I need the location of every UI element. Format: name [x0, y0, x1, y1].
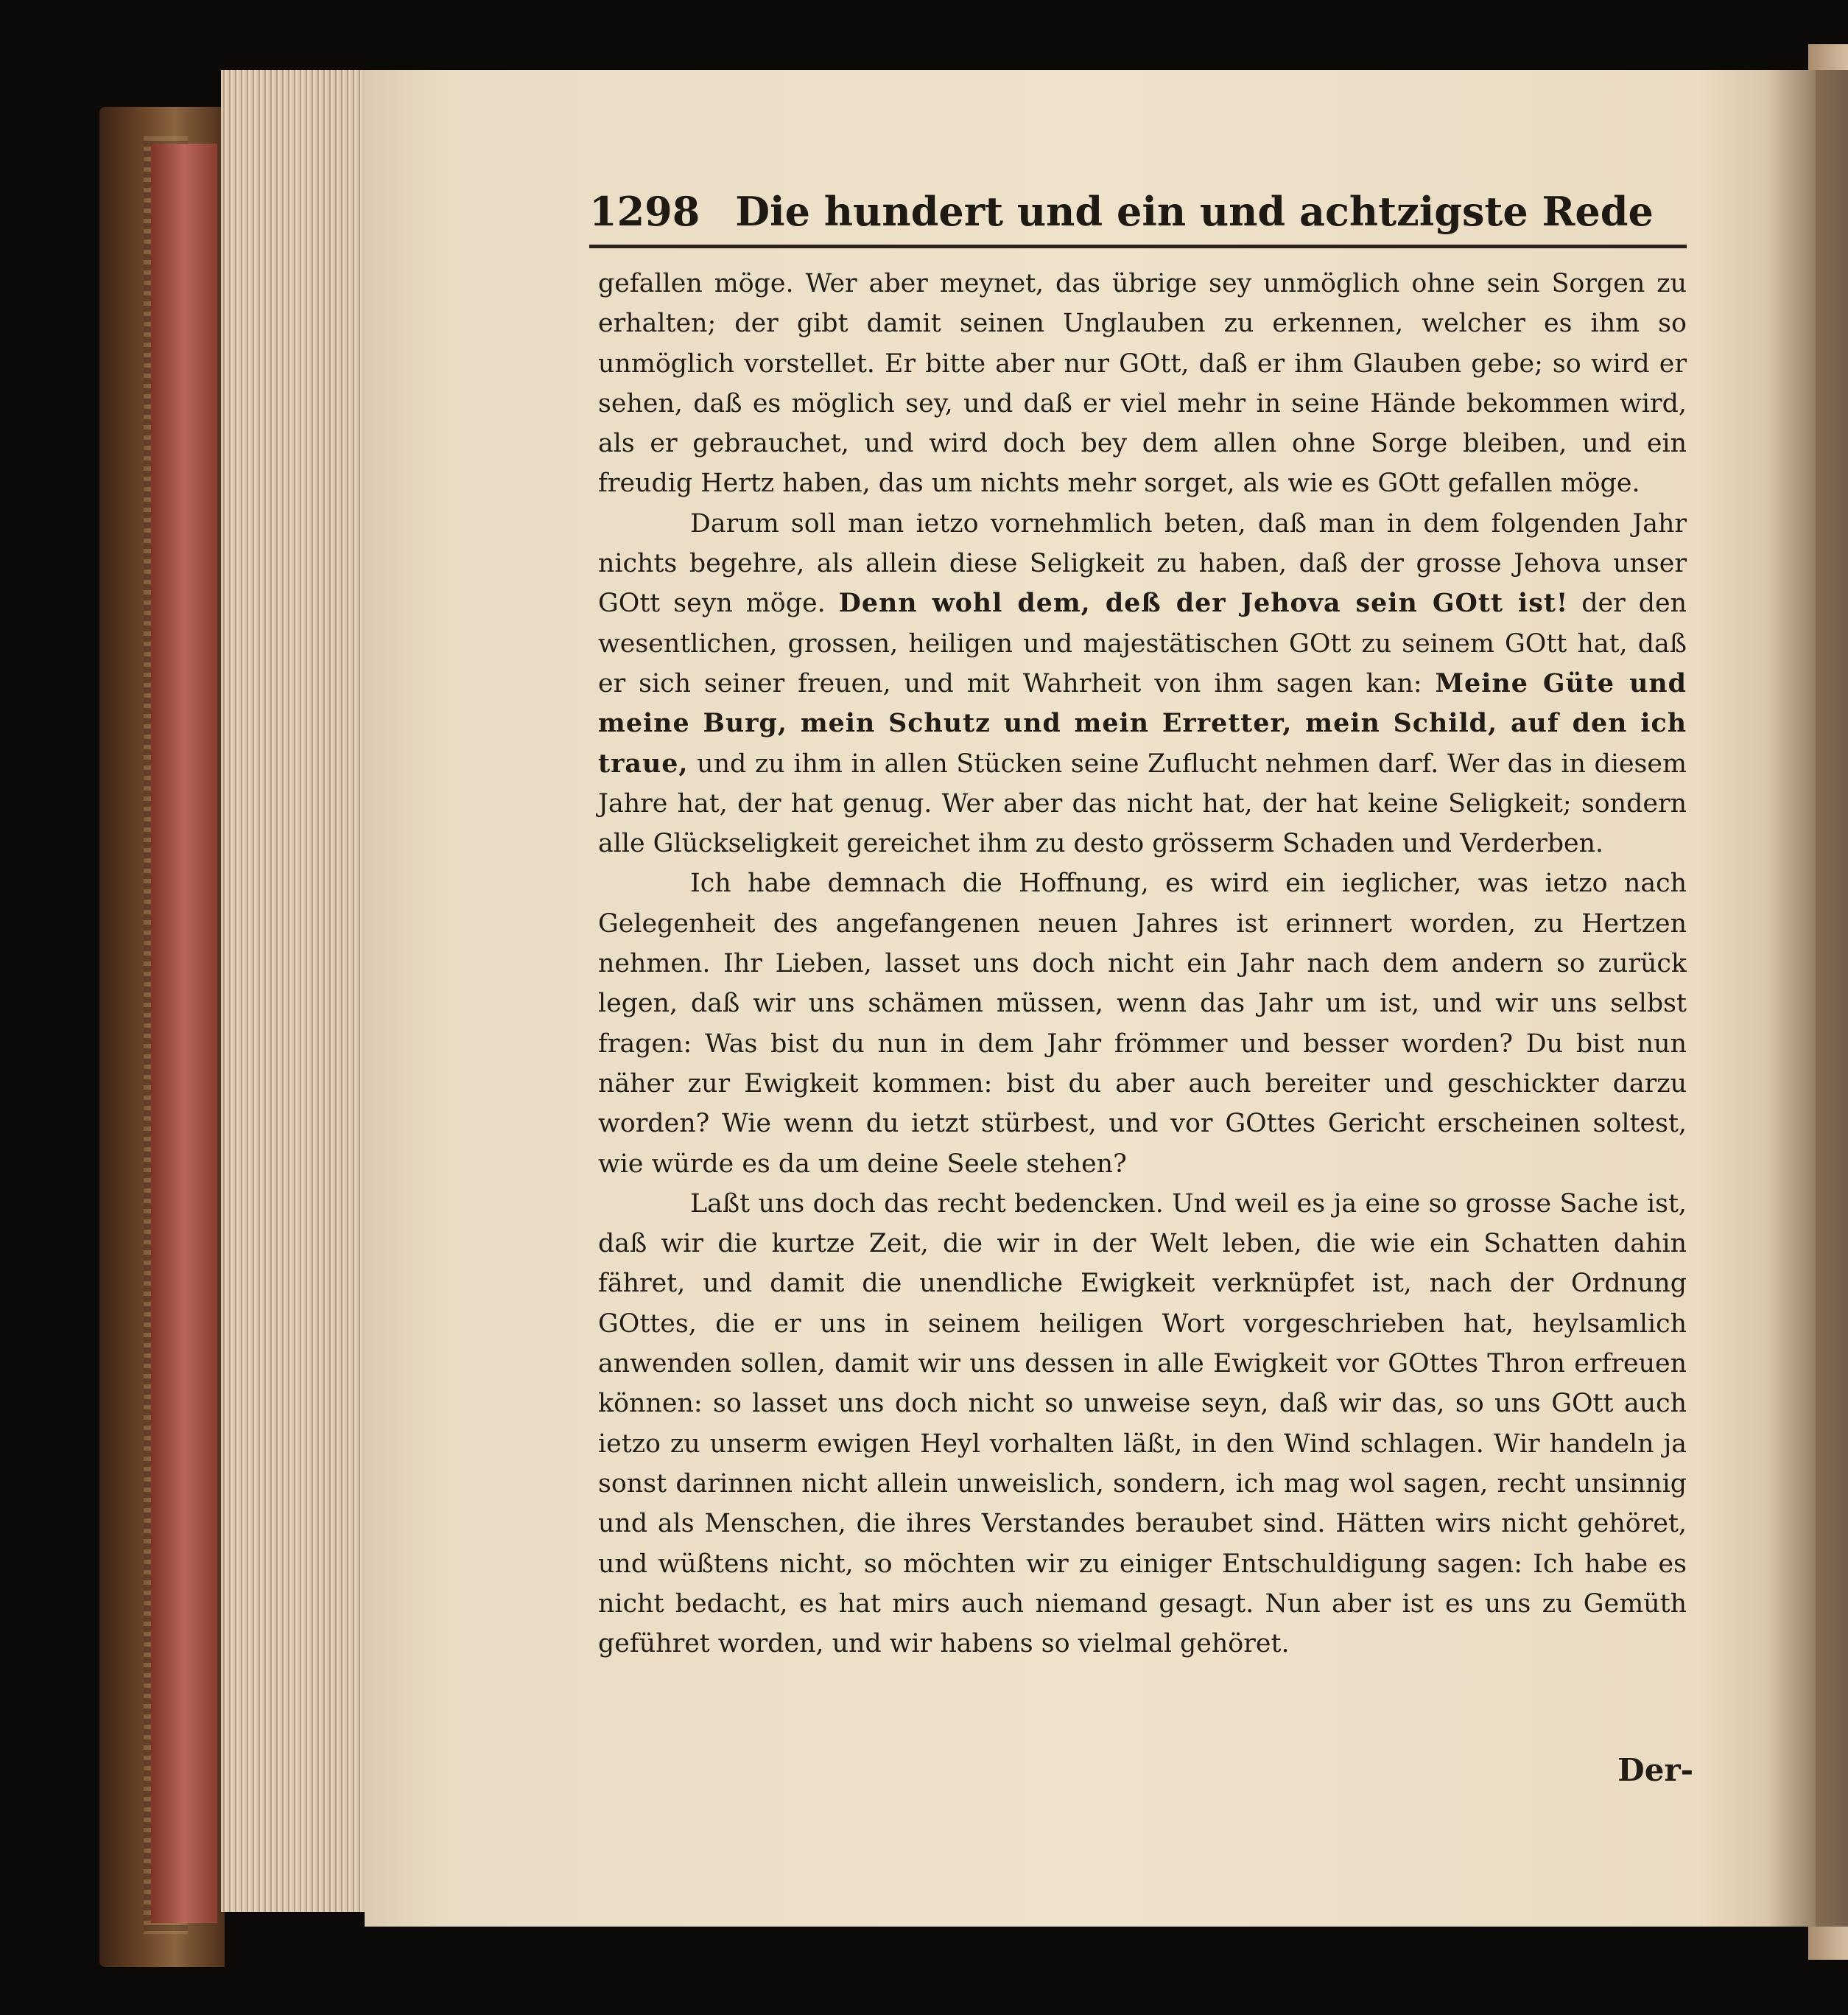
page-header	[589, 188, 1687, 247]
paragraph-2-text-c: und zu ihm in allen Stücken seine Zuflucht nehmen darf. Wer das in diesem Jahre hat, der hat genug. Wer aber das nicht hat, der hat keine Seligkeit; sondern alle Glückseligkeit gereichet ihm zu desto grösserm Schaden und Verderben.	[598, 749, 1687, 859]
paragraph-4: Laßt uns doch das recht bedencken. Und weil es ja eine so grosse Sache ist, daß wir die kurtze Zeit, die wir in der Welt leben, die wie ein Schatten dahin fähret, und damit die unendliche Ewigkeit verknüpfet ist, nach der Ordnung GOttes, die er uns in seinem heiligen Wort vorgeschrieben hat, heylsamlich anwenden sollen, damit wir uns dessen in alle Ewigkeit vor GOttes Thron erfreuen können: so lasset uns doch nicht so unweise seyn, daß wir das, so uns GOtt auch ietzo zu unserm ewigen Heyl vorhalten läßt, in den Wind schlagen. Wir handeln ja sonst darinnen nicht allein unweislich, sondern, ich mag wol sagen, recht unsinnig und als Menschen, die ihres Verstandes beraubet sind. Hätten wirs nicht gehöret, und wüßtens nicht, so möchten wir zu einiger Entschuldigung sagen: Ich habe es nicht bedacht, es hat mirs auch niemand gesagt. Nun aber ist es uns zu Gemüth geführet worden, und wir habens so vielmal gehöret.	[598, 1188, 1687, 1659]
paragraph-3: Ich habe demnach die Hoffnung, es wird ein ieglicher, was ietzo nach Gelegenheit des angefangenen neuen Jahres ist erinnert worden, zu Hertzen nehmen. Ihr Lieben, lasset uns doch nicht ein Jahr nach dem andern so zurück legen, daß wir uns schämen müssen, wenn das Jahr um ist, und wir uns selbst fragen: Was bist du nun in dem Jahr frömmer und besser worden? Du bist nun näher zur Ewigkeit kommen: bist du aber auch bereiter und geschickter darzu worden? Wie wenn du ietzt stürbest, und vor GOttes Gericht erscheinen soltest, wie würde es da um deine Seele stehen?	[598, 869, 1687, 1179]
paragraph-2	[598, 504, 1687, 864]
page-stack	[221, 70, 368, 1912]
catchword: Der-	[1617, 1752, 1693, 1788]
header-rule	[589, 245, 1687, 248]
running-head: Die hundert und ein und achtzigste Rede	[735, 188, 1654, 235]
emphasis-quote-1: Denn wohl dem, deß der Jehova sein GOtt ist!	[838, 588, 1569, 619]
body-text	[598, 264, 1687, 1781]
paragraph-2-text-b: der den wesentlichen, grossen, heiligen und majestätischen GOtt zu seinem GOtt hat, daß er sich seiner freuen, und mit Wahrheit von ihm sagen kan:	[598, 589, 1687, 698]
page-edges-red	[151, 144, 217, 1923]
page-number: 1298	[589, 188, 700, 235]
spine-shadow	[1768, 70, 1848, 1927]
emphasis-quote-2: Meine Güte und meine Burg, mein Schutz und mein Erretter, mein Schild, auf den ich traue,	[598, 667, 1687, 779]
paragraph-2-text-a: Darum soll man ietzo vornehmlich beten, daß man in dem folgenden Jahr nichts begehre, als allein diese Seligkeit zu haben, daß der grosse Jehova unser GOtt seyn möge.	[598, 508, 1687, 619]
paragraph-1: gefallen möge. Wer aber meynet, das übrige sey unmöglich ohne sein Sorgen zu erhalten; der gibt damit seinen Unglauben zu erkennen, welcher es ihm so unmöglich vorstellet. Er bitte aber nur GOtt, daß er ihm Glauben gebe; so wird er sehen, daß es möglich sey, und daß er viel mehr in seine Hände bekommen wird, als er gebrauchet, und wird doch bey dem allen ohne Sorge bleiben, und ein freudig Hertz haben, das um nichts mehr sorget, als wie es GOtt gefallen möge.	[598, 269, 1687, 499]
